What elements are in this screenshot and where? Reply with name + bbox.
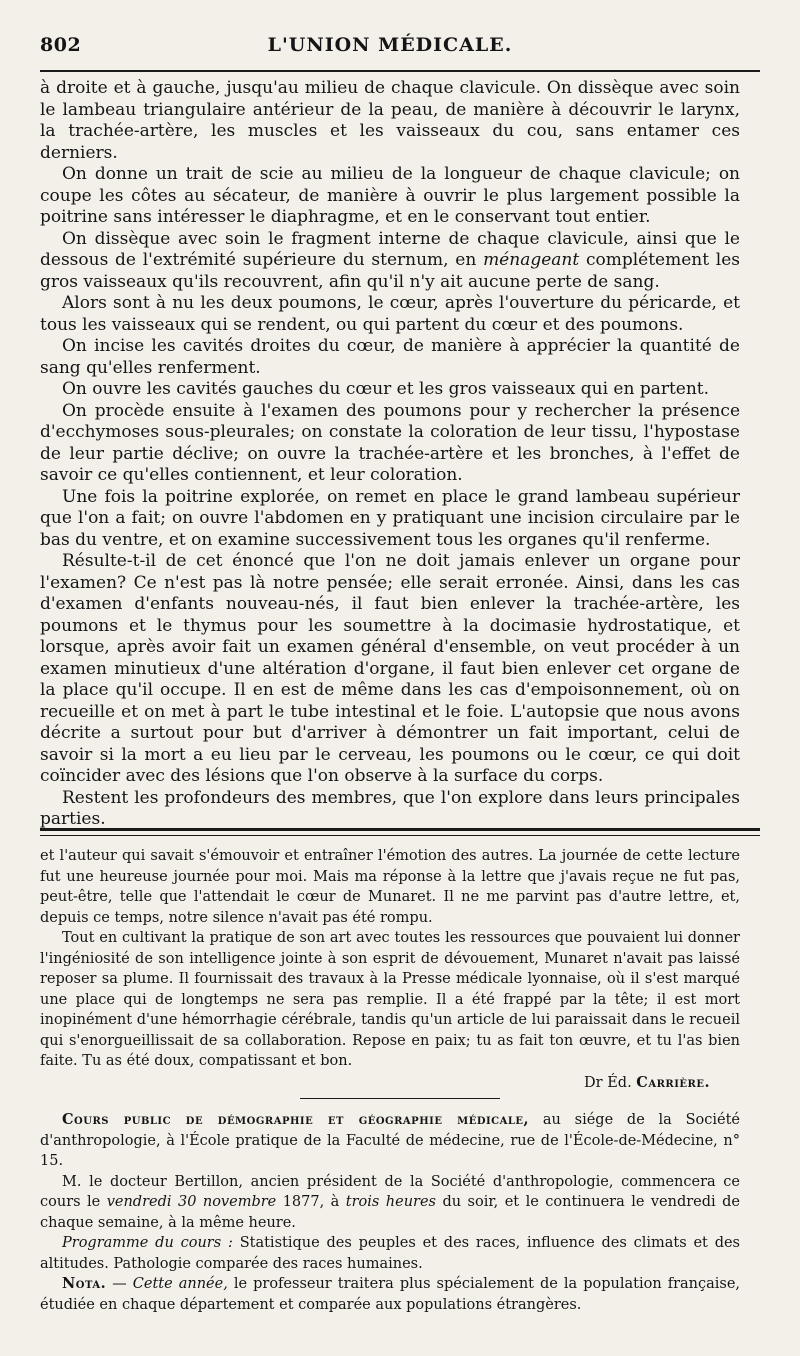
paragraph: Restent les profondeurs des membres, que l'on explore dans leurs principales parties. xyxy=(40,787,740,829)
notice-paragraph: Cours public de démographie et géographie médicale, au siége de la Société d'anthropologie, à l'École pratique de la Faculté de médecine, rue de l'École-de-Médecine, n° 15. xyxy=(40,1111,740,1169)
running-title: L'UNION MÉDICALE. xyxy=(267,34,513,56)
signature: Dr Éd. Carrière. xyxy=(584,1073,710,1091)
page-number: 802 xyxy=(40,34,82,56)
paragraph: Alors sont à nu les deux poumons, le cœur, après l'ouverture du péricarde, et tous les vaisseaux qui se rendent, ou qui partent du cœur et des poumons. xyxy=(40,293,740,335)
paragraph: On donne un trait de scie au milieu de la longueur de chaque clavicule; on coupe les côtes au sécateur, de manière à ouvrir le plus largement possible la poitrine sans intéresser le diaphragme, et en le conservant tout entier. xyxy=(40,164,740,227)
paragraph: à droite et à gauche, jusqu'au milieu de chaque clavicule. On dissèque avec soin le lambeau triangulaire antérieur de la peau, de manière à découvrir le larynx, la trachée-artère, les muscles et les vaisseaux du cou, sans entamer ces derniers. xyxy=(40,78,740,163)
notice-paragraph: M. le docteur Bertillon, ancien président de la Société d'anthropologie, commencera ce cours le vendredi 30 novembre 1877, à trois heures du soir, et le continuera le vendredi de chaque semaine, à la même heure. xyxy=(40,1173,741,1231)
paragraph: On procède ensuite à l'examen des poumons pour y rechercher la présence d'ecchymoses sous-pleurales; on constate la coloration de leur tissu, l'hypostase de leur partie déclive; on ouvre la trachée-artère et les bronches, à l'effet de savoir ce qu'elles contiennent, et leur coloration. xyxy=(40,400,740,485)
feuilleton-paragraph: Tout en cultivant la pratique de son art avec toutes les ressources que pouvaient lui donner l'ingéniosité de son intelligence jointe à son esprit de dévouement, Munaret n'avait pas laissé reposer sa plume. Il fournissait des travaux à la Presse médicale lyonnaise, où il s'est marqué une place qui de longtemps ne sera pas remplie. Il a été frappé par la tête; il est mort inopinément d'une hémorrhagie cérébrale, tandis qu'un article de lui paraissait dans le recueil qui s'enorgueillissait de sa collaboration. Repose en paix; tu as fait ton œuvre, et tu l'as bien faite. Tu as été doux, compatissant et bon. xyxy=(40,930,740,1069)
feuilleton-paragraph: et l'auteur qui savait s'émouvoir et entraîner l'émotion des autres. La journée de cette lecture fut une heureuse journée pour moi. Mais ma réponse à la lettre que j'avais reçue ne fut pas, peut-être, telle que l'attendait le cœur de Munaret. Il ne me parvint pas d'autre lettre, et, depuis ce temps, notre silence n'avait pas été rompu. xyxy=(40,848,740,926)
feuilleton-rule-thin xyxy=(40,835,760,836)
feuilleton-rule xyxy=(40,828,760,831)
paragraph: On dissèque avec soin le fragment interne de chaque clavicule, ainsi que le dessous de l'extrémité supérieure du sternum, en ménageant complétement les gros vaisseaux qu'ils recouvrent, afin qu'il n'y ait aucune perte de sang. xyxy=(40,228,741,292)
paragraph: On incise les cavités droites du cœur, de manière à apprécier la quantité de sang qu'elles renferment. xyxy=(40,336,740,378)
notice-paragraph: Nota. — Cette année, le professeur traitera plus spécialement de la population française, étudiée en chaque département et comparée aux populations étrangères. xyxy=(40,1275,741,1313)
paragraph: Une fois la poitrine explorée, on remet en place le grand lambeau supérieur que l'on a fait; on ouvre l'abdomen en y pratiquant une incision circulaire par le bas du ventre, et on examine successivement tous les organes qu'il renferme. xyxy=(40,486,740,550)
paragraph: On ouvre les cavités gauches du cœur et les gros vaisseaux qui en partent. xyxy=(62,379,710,399)
header-rule xyxy=(40,70,760,72)
feuilleton xyxy=(40,846,740,1094)
section-divider xyxy=(300,1098,500,1099)
page-header xyxy=(40,28,740,62)
course-notice xyxy=(40,1110,740,1315)
notice-title: Cours public de démographie et géographie médicale, xyxy=(62,1111,530,1128)
notice-paragraph: Programme du cours : Statistique des peuples et des races, influence des climats et des altitudes. Pathologie comparée des races humaines. xyxy=(40,1235,740,1272)
main-article xyxy=(40,78,740,831)
paragraph: Résulte-t-il de cet énoncé que l'on ne doit jamais enlever un organe pour l'examen? Ce n'est pas là notre pensée; elle serait erronée. Ainsi, dans les cas d'examen d'enfants nouveau-nés, il faut bien enlever la trachée-artère, les poumons et le thymus pour les soumettre à la docimasie hydrostatique, et lorsque, après avoir fait un examen général d'ensemble, on veut procéder à un examen minutieux d'une altération d'organe, il faut bien enlever cet organe de la place qu'il occupe. Il en est de même dans les cas d'empoisonnement, où on recueille et on met à part le tube intestinal et le foie. L'autopsie que nous avons décrite a surtout pour but d'arriver à démontrer un fait important, celui de savoir si la mort a eu lieu par le cerveau, les poumons ou le cœur, ce qui doit coïncider avec des lésions que l'on observe à la surface du corps. xyxy=(40,551,740,786)
